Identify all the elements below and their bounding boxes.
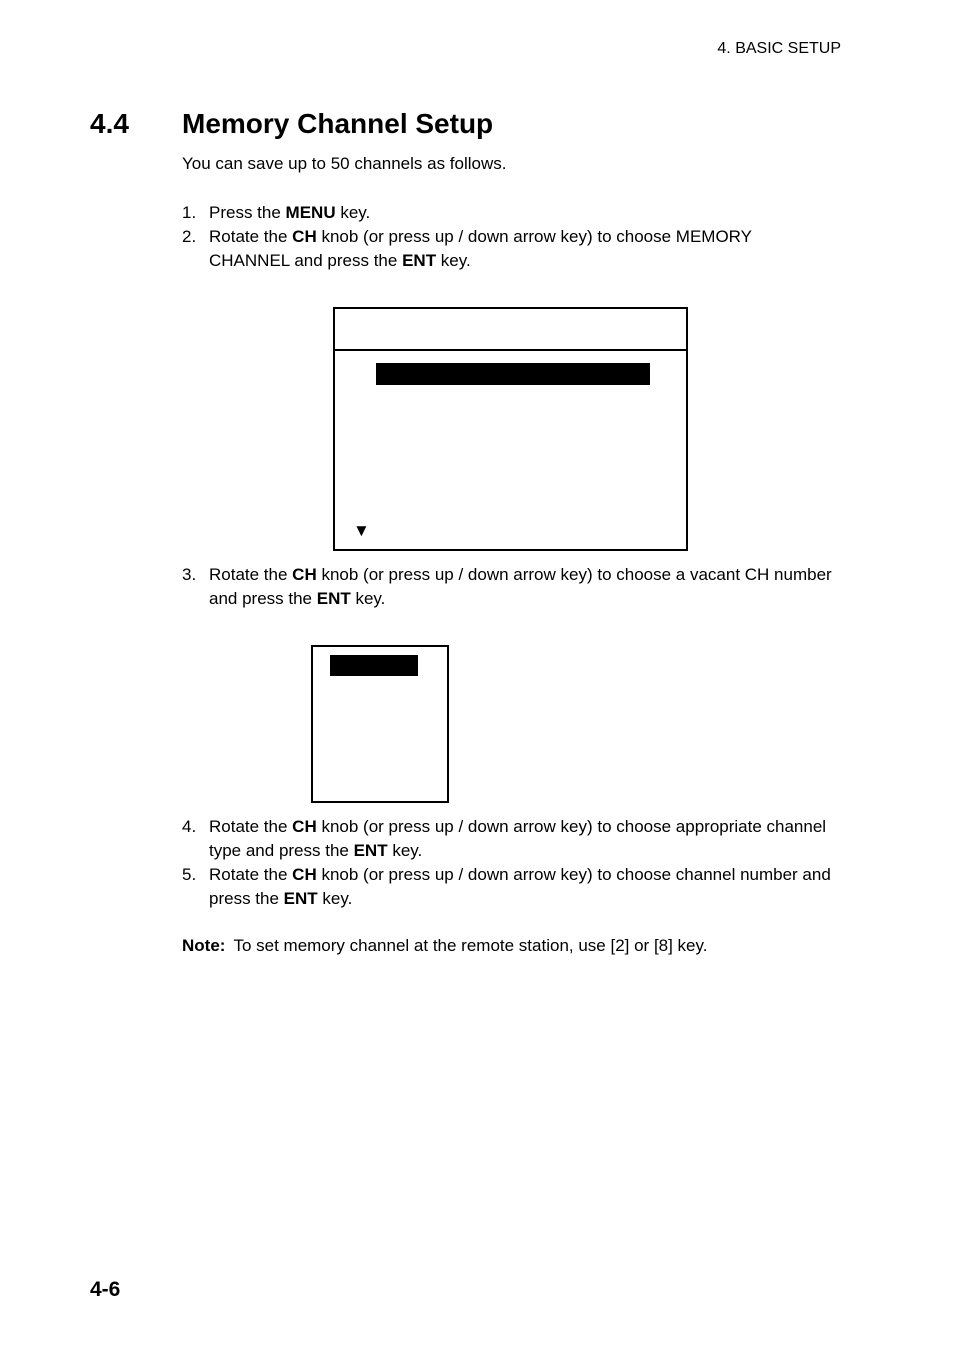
key-name: ENT [353,841,388,860]
step-text: knob (or press up / down arrow key) to choose appropriate channel type and press the [209,817,827,860]
step-number: 5. [182,865,197,884]
step-3 [182,563,832,611]
note [182,936,707,956]
selected-channel-highlight [330,655,418,676]
step-text: knob (or press up / down arrow key) to choose MEMORY CHANNEL and press the [209,227,752,270]
scroll-down-arrow-icon: ▼ [353,521,370,540]
note-label: Note: [182,936,226,955]
key-name: CH [292,227,317,246]
key-name: ENT [283,889,318,908]
selected-item-highlight [376,363,650,385]
key-name: CH [292,565,317,584]
steps-list-3 [182,815,832,911]
note-text: To set memory channel at the remote station, use [2] or [8] key. [233,936,708,955]
step-text: Rotate the [209,227,293,246]
step-text: key. [317,889,353,908]
step-text: Press the [209,203,286,222]
key-name: ENT [402,251,437,270]
step-text: key. [436,251,471,270]
menu-screen-illustration [333,307,688,551]
step-5 [182,863,832,911]
key-name: MENU [285,203,336,222]
screen-title-bar [335,309,686,351]
running-header: 4. BASIC SETUP [717,40,841,57]
step-number: 3. [182,565,197,584]
step-text: key. [387,841,423,860]
key-name: ENT [316,589,351,608]
section-heading [90,108,493,140]
section-title: Memory Channel Setup [182,108,494,139]
steps-list-2 [182,563,832,611]
step-2 [182,225,832,273]
step-text: Rotate the [209,865,293,884]
step-text: key. [350,589,386,608]
intro-text: You can save up to 50 channels as follows. [182,154,507,173]
step-text: Rotate the [209,817,293,836]
step-text: key. [335,203,371,222]
key-name: CH [292,865,317,884]
page-number: 4-6 [90,1278,121,1301]
key-name: CH [292,817,317,836]
step-1 [182,201,832,225]
step-text: knob (or press up / down arrow key) to choose a vacant CH number and press the [209,565,832,608]
step-number: 1. [182,203,197,222]
channel-list-screen-illustration [311,645,449,803]
steps-list-1 [182,201,832,273]
section-number: 4.4 [90,108,129,139]
step-4 [182,815,832,863]
step-text: Rotate the [209,565,293,584]
step-text: knob (or press up / down arrow key) to choose channel number and press the [209,865,831,908]
step-number: 4. [182,817,197,836]
step-number: 2. [182,227,197,246]
